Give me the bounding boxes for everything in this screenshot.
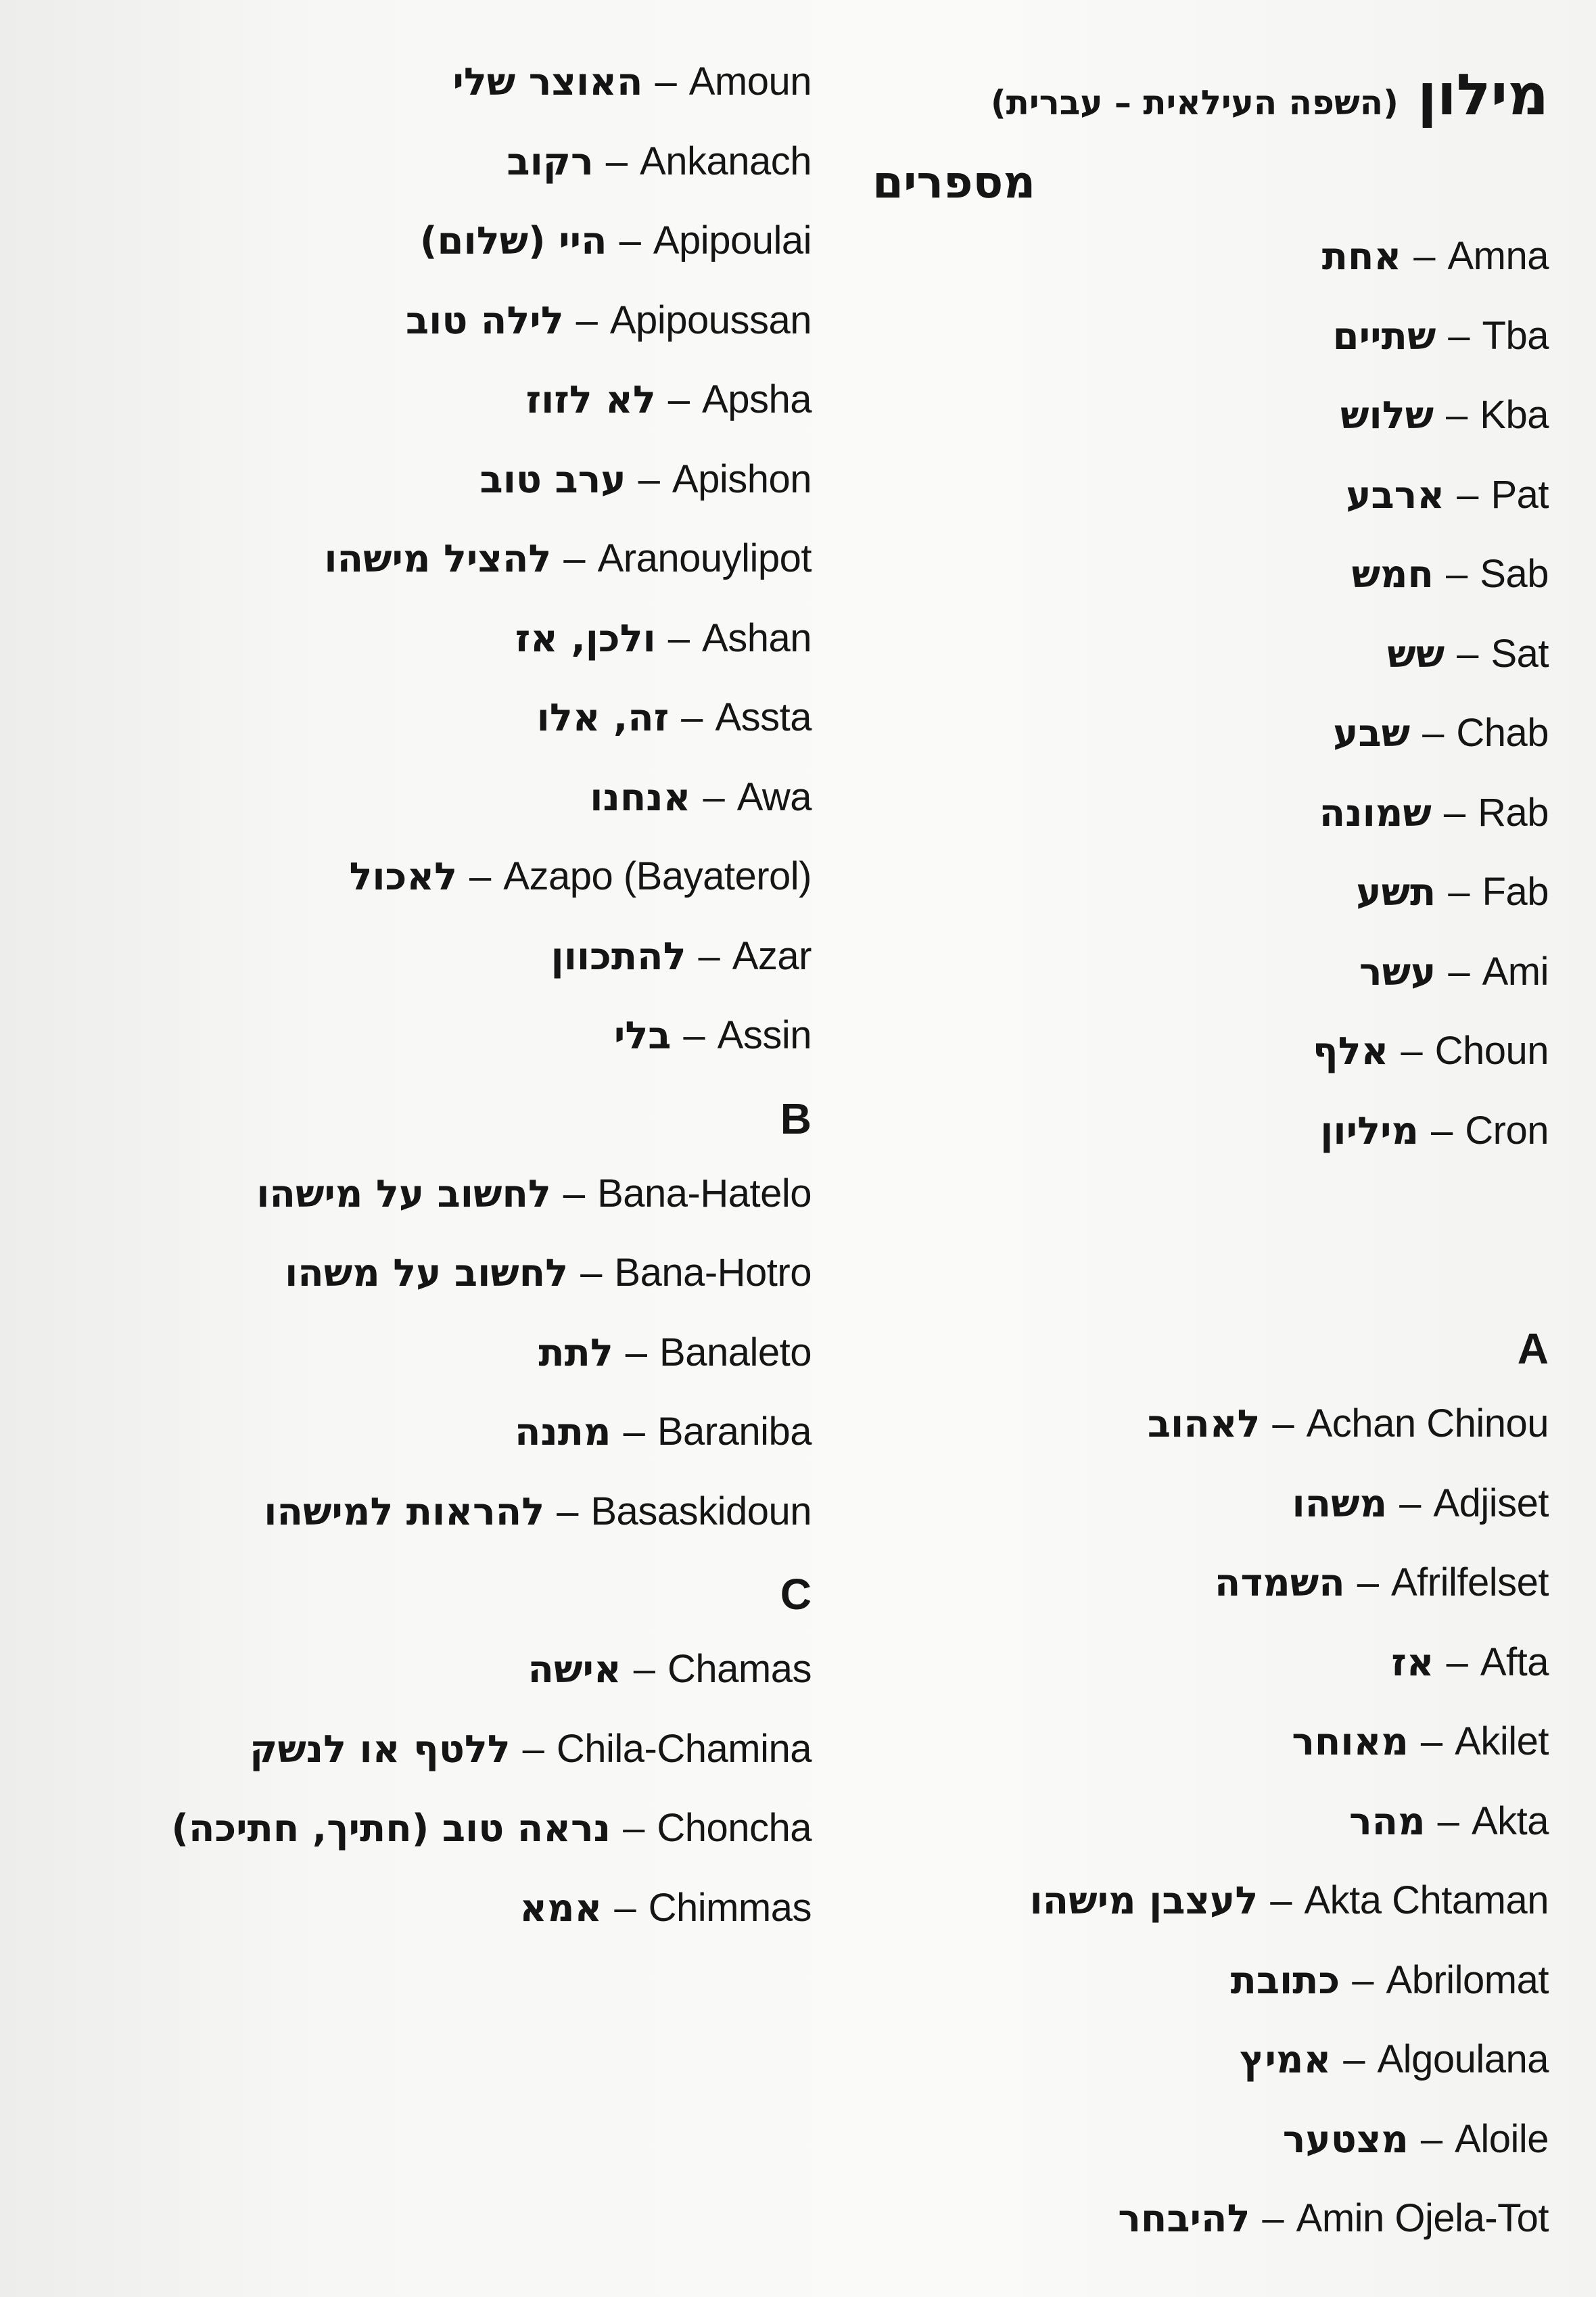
entry-dash: – (1457, 631, 1479, 676)
entry-translation: שבע (1333, 712, 1411, 756)
entry-dash: – (522, 1726, 544, 1771)
entry-term: Bana-Hotro (614, 1251, 812, 1295)
entry-term: Chamas (667, 1647, 812, 1691)
dictionary-entry (0, 1788, 812, 1868)
entry-dash: – (703, 774, 725, 819)
entry-dash: – (1443, 790, 1466, 835)
entry-dash: – (1446, 1640, 1468, 1684)
entry-dash: – (1357, 1560, 1379, 1604)
dictionary-entry (872, 296, 1549, 376)
dictionary-entry (872, 375, 1549, 455)
entry-dash: – (1272, 1401, 1294, 1445)
dictionary-entry (872, 2099, 1549, 2179)
entry-dash: – (1446, 552, 1468, 596)
entry-translation: אמא (519, 1886, 603, 1930)
entry-term: Afta (1480, 1640, 1549, 1684)
entry-term: Choun (1434, 1029, 1549, 1073)
dictionary-entry (872, 852, 1549, 932)
entry-term: Awa (736, 774, 812, 819)
entry-term: Chab (1456, 711, 1549, 755)
dictionary-entry (0, 837, 812, 917)
entry-term: Ami (1482, 949, 1549, 994)
entry-dash: – (655, 60, 677, 103)
entry-dash: – (1420, 2116, 1443, 2161)
dictionary-entry (0, 996, 812, 1075)
entry-term: Baraniba (657, 1410, 812, 1454)
entry-dash: – (563, 536, 586, 580)
dictionary-entry (872, 216, 1549, 296)
dictionary-entry (872, 1091, 1549, 1171)
entry-term: Assta (715, 695, 812, 739)
dictionary-entry (872, 1543, 1549, 1623)
dictionary-entry (0, 201, 812, 281)
section-a (872, 1384, 1549, 2258)
entry-dash: – (633, 1647, 656, 1691)
dictionary-entry (0, 1233, 812, 1313)
entry-translation: לתת (538, 1330, 613, 1375)
entry-dash: – (1270, 1878, 1292, 1922)
entry-dash: – (1422, 711, 1445, 755)
entry-dash: – (1262, 2196, 1284, 2240)
entry-dash: – (576, 298, 598, 342)
entry-dash: – (1352, 1957, 1374, 2002)
entry-term: Chimmas (648, 1885, 812, 1930)
entry-term: Apipoussan (609, 298, 812, 342)
entry-term: Azapo (Bayaterol) (503, 854, 812, 898)
dictionary-entry (872, 773, 1549, 853)
dictionary-title (872, 54, 1549, 135)
entry-translation: להיבחר (1118, 2197, 1250, 2241)
entry-term: Afrilfelset (1390, 1560, 1549, 1604)
entry-dash: – (638, 457, 660, 501)
dictionary-entry (0, 1313, 812, 1393)
entry-term: Assin (717, 1013, 812, 1057)
dictionary-entry (0, 1392, 812, 1472)
dictionary-entry (872, 1623, 1549, 1702)
dictionary-entry (0, 281, 812, 361)
letter-heading-c: C (780, 1570, 812, 1619)
entry-translation: אמיץ (1240, 2038, 1332, 2082)
entry-translation: משהו (1292, 1481, 1388, 1526)
entry-dash: – (667, 616, 690, 660)
entry-translation: לא לזוז (525, 378, 656, 422)
entry-translation: אלף (1312, 1029, 1389, 1073)
entry-dash: – (1401, 1029, 1423, 1073)
dictionary-entry (872, 1384, 1549, 1464)
entry-term: Azar (732, 933, 812, 978)
entry-translation: נראה טוב (חתיך, חתיכה) (171, 1807, 611, 1851)
entry-term: Amin Ojela-Tot (1296, 2196, 1549, 2240)
entry-translation: חמש (1351, 553, 1434, 597)
entry-term: Basaskidoun (590, 1489, 812, 1533)
entry-translation: אנחנו (590, 775, 691, 820)
entry-dash: – (614, 1885, 636, 1930)
entry-dash: – (580, 1251, 603, 1295)
numbers-heading: מספרים (872, 156, 1036, 208)
dictionary-entry (872, 1941, 1549, 2020)
entry-term: Apishon (672, 457, 812, 501)
entry-dash: – (1399, 1481, 1422, 1525)
entry-term: Bana-Hatelo (597, 1171, 812, 1215)
entry-dash: – (1343, 2037, 1365, 2081)
entry-term: Amna (1447, 234, 1549, 278)
entry-term: Amoun (688, 60, 812, 103)
entry-translation: להציל מישהו (324, 537, 552, 581)
entry-term: Pat (1491, 472, 1549, 517)
dictionary-entry (872, 614, 1549, 694)
entry-term: Sat (1491, 631, 1549, 676)
section-a-continued (0, 42, 812, 1075)
entry-dash: – (1431, 1108, 1453, 1153)
dictionary-entry (0, 758, 812, 837)
entry-term: Ankanach (640, 139, 812, 183)
entry-translation: אחת (1321, 235, 1402, 279)
entry-translation: זה, אלו (536, 696, 670, 740)
entry-dash: – (683, 1013, 705, 1057)
section-spacer (872, 1170, 1549, 1305)
dictionary-entry (0, 42, 812, 122)
entry-translation: שתיים (1332, 314, 1436, 358)
entry-term: Kba (1480, 393, 1549, 437)
entry-term: Akta (1471, 1799, 1549, 1843)
entry-dash: – (469, 854, 492, 898)
entry-translation: מיליון (1320, 1109, 1419, 1153)
entry-term: Banaleto (659, 1330, 812, 1374)
entry-term: Akta Chtaman (1304, 1878, 1549, 1922)
entry-term: Fab (1482, 870, 1549, 914)
entry-dash: – (557, 1489, 579, 1533)
entry-dash: – (563, 1171, 586, 1215)
dictionary-entry (0, 519, 812, 599)
entry-term: Sab (1480, 552, 1549, 596)
dictionary-entry (872, 2179, 1549, 2258)
entry-translation: אישה (527, 1648, 621, 1692)
entry-translation: ערב טוב (479, 457, 626, 502)
entry-translation: עשר (1359, 950, 1436, 994)
entry-dash: – (1437, 1799, 1459, 1843)
dictionary-entry (872, 455, 1549, 535)
entry-term: Apipoulai (653, 218, 812, 262)
dictionary-entry (0, 599, 812, 678)
entry-dash: – (1420, 1719, 1443, 1763)
numbers-list (872, 216, 1549, 1170)
dictionary-entry (0, 1868, 812, 1948)
entry-translation: השמדה (1214, 1561, 1345, 1605)
entry-translation: להראות למישהו (264, 1489, 545, 1534)
dictionary-entry (0, 440, 812, 519)
section-b (0, 1154, 812, 1552)
entry-translation: מתנה (514, 1410, 611, 1454)
dictionary-entry (0, 360, 812, 440)
entry-dash: – (1448, 313, 1470, 358)
entry-dash: – (1448, 949, 1470, 994)
entry-translation: מהר (1348, 1799, 1426, 1844)
entry-term: Aloile (1455, 2116, 1549, 2161)
entry-translation: לילה טוב (405, 298, 564, 343)
entry-term: Rab (1478, 790, 1549, 835)
entry-dash: – (1457, 472, 1479, 517)
section-c (0, 1629, 812, 1947)
entry-dash: – (623, 1410, 645, 1454)
entry-translation: ארבע (1346, 473, 1445, 517)
entry-translation: לעצבן מישהו (1029, 1879, 1259, 1923)
entry-term: Aranouylipot (597, 536, 812, 580)
entry-dash: – (1446, 393, 1468, 437)
entry-term: Tba (1482, 313, 1549, 358)
letter-heading-a: A (1517, 1324, 1549, 1373)
entry-term: Abrilomat (1386, 1957, 1549, 2002)
entry-translation: שש (1387, 632, 1445, 676)
entry-term: Ashan (702, 616, 812, 660)
right-column (872, 54, 1549, 2258)
entry-translation: האוצר שלי (452, 60, 643, 104)
dictionary-entry (872, 2020, 1549, 2099)
dictionary-entry (872, 1011, 1549, 1091)
entry-dash: – (667, 377, 690, 421)
entry-translation: להתכוון (550, 934, 686, 979)
entry-translation: כתובת (1230, 1958, 1340, 2003)
dictionary-entry (0, 678, 812, 758)
entry-translation: שמונה (1319, 791, 1432, 835)
dictionary-entry (872, 932, 1549, 1012)
entry-translation: לאכול (349, 855, 457, 899)
entry-translation: שלוש (1340, 394, 1434, 438)
dictionary-title-main: מילון (1417, 62, 1549, 128)
entry-translation: מצטער (1282, 2117, 1409, 2162)
entry-translation: לחשוב על משהו (285, 1251, 569, 1295)
dictionary-entry (872, 534, 1549, 614)
entry-term: Akilet (1455, 1719, 1549, 1763)
entry-translation: היי (שלום) (419, 219, 607, 263)
dictionary-entry (0, 1472, 812, 1552)
entry-dash: – (681, 695, 703, 739)
dictionary-entry (872, 693, 1549, 773)
left-column (0, 42, 812, 1947)
dictionary-entry (872, 1702, 1549, 1782)
entry-dash: – (698, 933, 720, 978)
entry-dash: – (605, 139, 628, 183)
entry-dash: – (619, 218, 641, 262)
dictionary-entry (872, 1861, 1549, 1941)
entry-term: Algoulana (1377, 2037, 1549, 2081)
dictionary-entry (0, 1154, 812, 1234)
dictionary-entry (872, 1782, 1549, 1861)
entry-translation: ולכן, אז (515, 616, 656, 661)
letter-heading-b: B (780, 1094, 812, 1143)
entry-translation: בלי (613, 1014, 672, 1058)
entry-translation: רקוב (507, 139, 594, 184)
entry-term: Chila-Chamina (556, 1726, 812, 1771)
entry-translation: ללטף או לנשק (250, 1727, 511, 1771)
entry-translation: לחשוב על מישהו (256, 1171, 551, 1216)
dictionary-entry (0, 1629, 812, 1709)
entry-term: Choncha (657, 1806, 812, 1850)
dictionary-entry (0, 1709, 812, 1789)
dictionary-subtitle: (השפה העילאית – עברית) (990, 83, 1399, 122)
entry-translation: תשע (1356, 871, 1436, 914)
entry-dash: – (623, 1806, 645, 1850)
entry-translation: לאהוב (1147, 1402, 1261, 1446)
dictionary-entry (0, 917, 812, 996)
entry-dash: – (1413, 234, 1436, 278)
dictionary-entry (0, 122, 812, 202)
entry-translation: אז (1391, 1640, 1434, 1685)
entry-term: Cron (1465, 1108, 1549, 1153)
entry-translation: מאוחר (1292, 1720, 1409, 1764)
entry-term: Apsha (702, 377, 812, 421)
entry-dash: – (1448, 870, 1470, 914)
entry-term: Achan Chinou (1306, 1401, 1549, 1445)
dictionary-entry (872, 1464, 1549, 1544)
entry-dash: – (625, 1330, 648, 1374)
entry-term: Adjiset (1433, 1481, 1549, 1525)
